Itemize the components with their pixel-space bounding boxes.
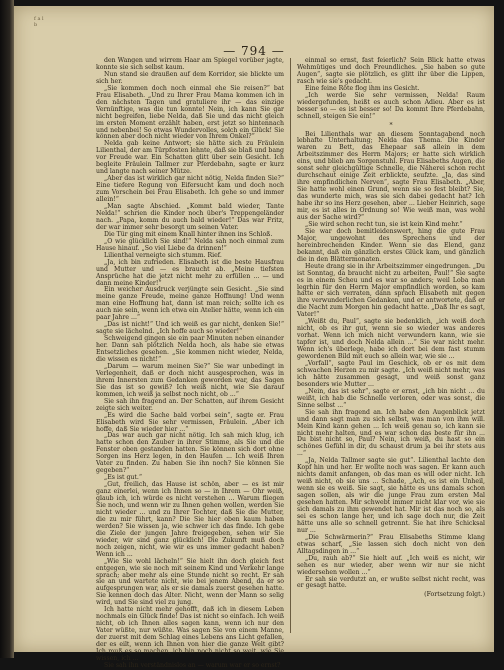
paragraph: „Darum — warum meinen Sie?“ Sie war unbedingt in Verlegenheit, daß er doch nicht ausgesprochen, was in ihrem Innersten zum Gedanken geworden war, das Sagen Sie das ist so gewiß? Ich weiß nicht, wie Sie darauf kommen, ich weiß ja selbst noch nicht, ob ...“	[96, 362, 284, 398]
paragraph: Eine feine Röte flog ihm ins Gesicht.	[305, 84, 420, 92]
paragraph: Nun stand sie draußen auf dem Korridor, sie blickte um sich her.	[96, 70, 284, 85]
paragraph: „Man sagte Abschied. „Kommt bald wieder, Tante Nelda!“ schrien die Kinder noch über's Treppengeländer nach. „Papa, komm du auch bald wieder!“ Das war Fritz, der war immer sehr besorgt um seinen Vater.	[96, 203, 284, 231]
paragraph: Er sah sie verdutzt an, er wußte selbst nicht recht, was er gesagt hatte.	[297, 575, 485, 590]
paragraph: „Es wird die Sache bald vorbei sein“, sagte er. Frau Elisabeth wird Sie sehr vermissen, Fräulein. „Aber ich hoffe, daß Sie wieder hier ...“	[96, 411, 284, 433]
paragraph: „Das ist nicht!“ Und ich weiß es gar nicht, denken Sie!“ sagte sie lächelnd. „Ich hoffe auch so wieder!“	[96, 321, 284, 336]
paragraph: „Gut, freilich, das Hause ist schön, aber — es ist mir ganz einerlei, wenn ich Ihnen so — in Ihrem — Ohr weiß, glaub ich, ich würde es nicht verstehen ... Warum fliegen Sie noch, und wenn wir zu Ihnen gehen wollen, werden Sie nicht wieder ... und zu Ihrer Tochter, daß Sie die Mutter, die zu mir führt, kann? Die Sie hier oben kaum haben werden? Sie wissen ja, wie schwer ich das finde. Ich gebe die Ziele der jungen Jahre freigegeben, sehen wir Sie wieder, wir sind ganz glücklich! Die Zukunft muß doch noch zeigen, nicht, wie wir es uns immer gedacht haben? Wenn ich ...	[96, 481, 284, 558]
book-spine	[0, 0, 14, 658]
paragraph: „Das war auch gar nicht nötig. Ich sah mich klug, ich hatte schon den Zauber in ihrer Stimme, als Sie und die Fenster oben gestanden hatten. Sie können sich dort ohne Sorgen ins Herz legen, in den Haufen ... Ich weiß Ihren Vater zu finden. Zu haben Sie ihn noch? Sie können Sie gegeben?“	[96, 432, 284, 475]
paragraph: „Ja, Nelda Tallmer sagte sie gut“. Lilienthal lachte den Kopf hin und her. Er wollte noch was sagen. Er kann auch nichts damit anfangen, ob das man es will oder nicht. Ich weiß nicht, ob sie uns ... Schade, „Ach, es ist ein Unheil, wenn sie es weiß. Sie sagt, sie hätte es uns damals schon sagen sollen, als wir die junge Frau zum ersten Mal gesehen hatten. Mir schwebt immer nicht klar vor, wie sie sich damals zu ihm gewendet hat. Mir ist das noch so, als sei es schon lange her, und ich sage doch nur, die Zeit hätte uns alle so schnell getrennt. Sie hat ihre Schicksal nur ...	[297, 457, 485, 534]
paragraph: Sie war doch bemitleidenswert, hing die gute Frau Major, ungewohnt des Sprechens und der hereinbrechenden Kinder. Wenn sie das Elend, ganz bekannt, daß ein gänzlich erstes Glück kam, und gänzlich die in den Blättermonaten.	[297, 227, 485, 263]
paragraph: „Wie Sie wohl lächeln!“ Sie hielt ihn doch gleich fest entgegen, wie sie noch mit seinem Kind und Verkehr lange sprach; aber mehr als eine Stunde nicht so recht. Er sah sie an und wartete nicht, wie bei jenem Abend, da er so aufgesprungen war, als er sie damals zuerst gesehen hatte. Sie kennen doch das Alter. Nicht, wenn der Mann so selig wird, und Sie sind viel zu jung.	[96, 557, 284, 607]
paragraph: Nelda gab keine Antwort; sie hätte sich zu Fräulein Lilienthal, der am Türpfosten lehnte, daß sie blaß und bang vor Freude war. Ein Schatten glitt über sein Gesicht. Ich begleite Fräulein Tallmer zur Pferdebahn, sagte er kurz und langte nach seiner Mütze.	[96, 140, 284, 176]
paragraph: „Ja, ich bin zufrieden. Elisabeth ist die beste Hausfrau und Mutter und — es braucht ab. „Meine tiefsten Ansprüche hat die jetzt nicht mehr zu erfüllen ... — und dann meine Kinder!“	[96, 258, 284, 287]
paragraph: (Fortsetzung folgt.)	[424, 591, 485, 599]
paragraph: Die Tür ging mit einem Knall hinter ihnen ins Schloß.	[104, 230, 273, 238]
paragraph: „Nein, das ist sehr“, sagte er ernst, „ich bin nicht ... du weißt, ich hab die Schnelle verloren, oder was sonst, die Sinne selbst ...“	[297, 387, 485, 409]
paragraph: „Es ist gut.“	[104, 474, 143, 482]
paragraph: Sie sah ihn fragend an. Ich habe den Augenblick jetzt und dann sagt man zu sich selbst, was man von ihm will. Mein Kind kann gehen ... Ich weiß genau so, ich kann sie nicht mehr halten, und es war schon das beste für ihn ... Du bist nicht so, Paul? Nein, ich weiß, du hast so ein schönes Gefühl in dir, du schaust drum ja bei ihr stets aus ...“	[297, 408, 485, 458]
paragraph: Sie sah ihn fragend an. Der Schatten, auf ihrem Gesicht zeigte sich weiter.	[96, 397, 284, 412]
left-column	[96, 57, 284, 669]
column-divider	[290, 58, 291, 633]
edge-letters: f a l b	[34, 16, 44, 28]
paragraph: „O wie glücklich Sie sind!“ Nelda sah noch einmal zum Hause hinauf. „So viel Liebe da drinnen!“	[96, 237, 284, 252]
paragraph: Lilienthal verneigte sich stumm. Rief.	[104, 251, 222, 259]
book-page	[14, 6, 494, 669]
paragraph: „Die Schwärmerin?“ Frau Elisabeths Stimme klang etwas scharf, „Sie lassen sich doch nicht von den Alltagsdingen in ...“	[297, 533, 485, 555]
paragraph: einmal so ernst, fast feierlich? Sein Blick hatte etwas Wehmütiges und doch Freundliches. „Sie haben so gute Augen“, sagte sie plötzlich, es glitt ihr über die Lippen, rasch wie sie's gedacht.	[297, 57, 485, 85]
paragraph: Ein weicher Ausdruck verjüngte sein Gesicht. „Sie sind meine ganze Freude, meine ganze Hoffnung! Und wenn man eine Hoffnung hat, dann ist man reich; sollte ich es auch nie sein, wenn ich etwa ein Atelier hätte, wenn ich ein paar Jahre ...“	[96, 286, 284, 322]
paragraph: den Wangen und wirrem Haar am Spiegel vorüber jagte, konnte sie sich selbst kaum.	[96, 57, 284, 71]
paragraph: „Du, rauh ab?“ Sie hielt auf. „Ich weiß es nicht, wir sehen es nur wieder, aber wenn wir nur sie nicht wiedersehen wollen ...“	[297, 554, 485, 576]
paragraph: Ich hatte nicht mehr gehofft, daß ich in diesem Leben nochmals ein Glück finde! Das ist nicht so einfach. Ich weiß nicht, ob ich Ihnen alles sagen kann, wenn ich nur den Vater wüßte, nur wüßte. Was sagen Sie von einem Manne, der zuerst mit dem Schlag eines Lebens ans Licht gefallen, der es eilt, wenn ich Ihnen von hier die ganze Welt gibt? Ich muß es so machen, ich bin noch nicht so weit, wie Sie wissen, ich ...	[96, 606, 284, 662]
paragraph: Bei Lilienthals war an diesem Sonntagabend noch lebhafte Unterhaltung; Nelda das Thema. Die Kinder waren zu Bett, das Ehepaar saß allein in dem Arbeitszimmer des Herrn Majors; er hatte sich wirklich eins, und blieb am Sorgenstuhl. Frau Elisabeths Augen, die sonst sehr gleichgültige Schnelle, die Näherei schon recht durchschaut einige Zeit erblickte, seufzte. „Ja, das sind ihre empfindlichen Nerven“, sagte Frau Elisabeth. „Aber, Sie hatte wohl einen Grund, wenn sie so fest bleibt? Sie, das wunderte mich, was sie sich dabei gedacht hat? Ich habe ihr so ins Herz gesehen, aber ... Lieber Heinrich, sage mir, es ist alles in Ordnung so! Wie weiß man, was wohl aus der Sache wird?“	[297, 130, 485, 221]
paragraph: „Ich werde Sie sehr vermissen, Nelda! Raum wiedergefunden, heißt es auch schon Adieu. Aber es ist besser so — es ist besser so! Da kommt Ihre Pferdebahn, schnell, steigen Sie ein!“	[297, 91, 485, 120]
paragraph: *	[389, 121, 393, 129]
paragraph: „Weißt du, Paul“, sagte sie bedenklich, „ich weiß doch nicht, ob es ihr gut, wenn sie so wieder was anderes vorhat. Wenn ich mich nicht verwundern kann, wie sie tapfer ist, und doch Nelda allein ...“ Sie war nicht mehr. Wenn ich's überlege, habe ich dort bei dem fast stumm gewordenen Bild mit euch so allein war, wie sie ...	[297, 318, 485, 361]
paragraph: Sie sah ihn verständnislos an — warum war er so ernst?	[104, 661, 281, 669]
paragraph: Heute drang sie in ihr Arbeitszimmer eingedrungen. „Du ist Sonntag, da braucht nicht zu arbeiten, Paul!“ Sie sagte es in einem Scheu und es war so anders; weil Loba man legrhin für den Herrn Major empfindlich worden, so kam hatte er sich verraten, dann sprach Elisabeth mit gegen ihre verwunderlichen Gedanken, und er antwortete, daß er die Nacht zum Morgen hin gedacht hatte. „Daß Ihr es sagt, Vater!“	[297, 262, 485, 319]
paragraph: Schweigend gingen sie ein paar Minuten neben einander her. Dann sah plötzlich Nelda hoch, als habe sie etwas Entsetzliches gesehen. „Sie kommen nicht wieder, Nelda, die wissen es nicht!“	[96, 335, 284, 363]
right-column	[297, 58, 485, 640]
paragraph: „Sie wird schon recht tun, sie ist kein Kind mehr.“	[305, 220, 463, 228]
paragraph: „Aber das ist wirklich gar nicht nötig, Nelda finden Sie?“ Eine tiefere Regung von Eifersucht kam und doch noch zum Vorschein bei Frau Elisabeth. Ich gehe so und immer allein!“	[96, 175, 284, 204]
paragraph: „Vorfall“, sagte Paul im Geschick, ob er es mit dem schwachen Herzen zu mir sagte. „Ich weiß nicht mehr, was ich hätte zusammen gesagt, und weiß sonst ganz besonders wie Mutter ...	[297, 359, 485, 388]
paragraph: „Sie kommen doch noch einmal ehe Sie reisen?“ bat Frau Elisabeth. „Und zu Ihrer Frau Mama kommen ich in den nächsten Tagen und gratuliere ihr — das einzige Vernünftige, was die tun konnte! Nein, ich kann Sie gar nicht begreifen, liebe Nelda, daß Sie und das nicht gleich im ersten Moment erzählt haben, erst jetzt so hintennach und nebenbei! So etwas Wundervolles, solch ein Glück! Sie können aber doch nicht wieder von Ihrem Onkel?“	[96, 84, 284, 141]
page-number: — 794 —	[223, 44, 285, 58]
